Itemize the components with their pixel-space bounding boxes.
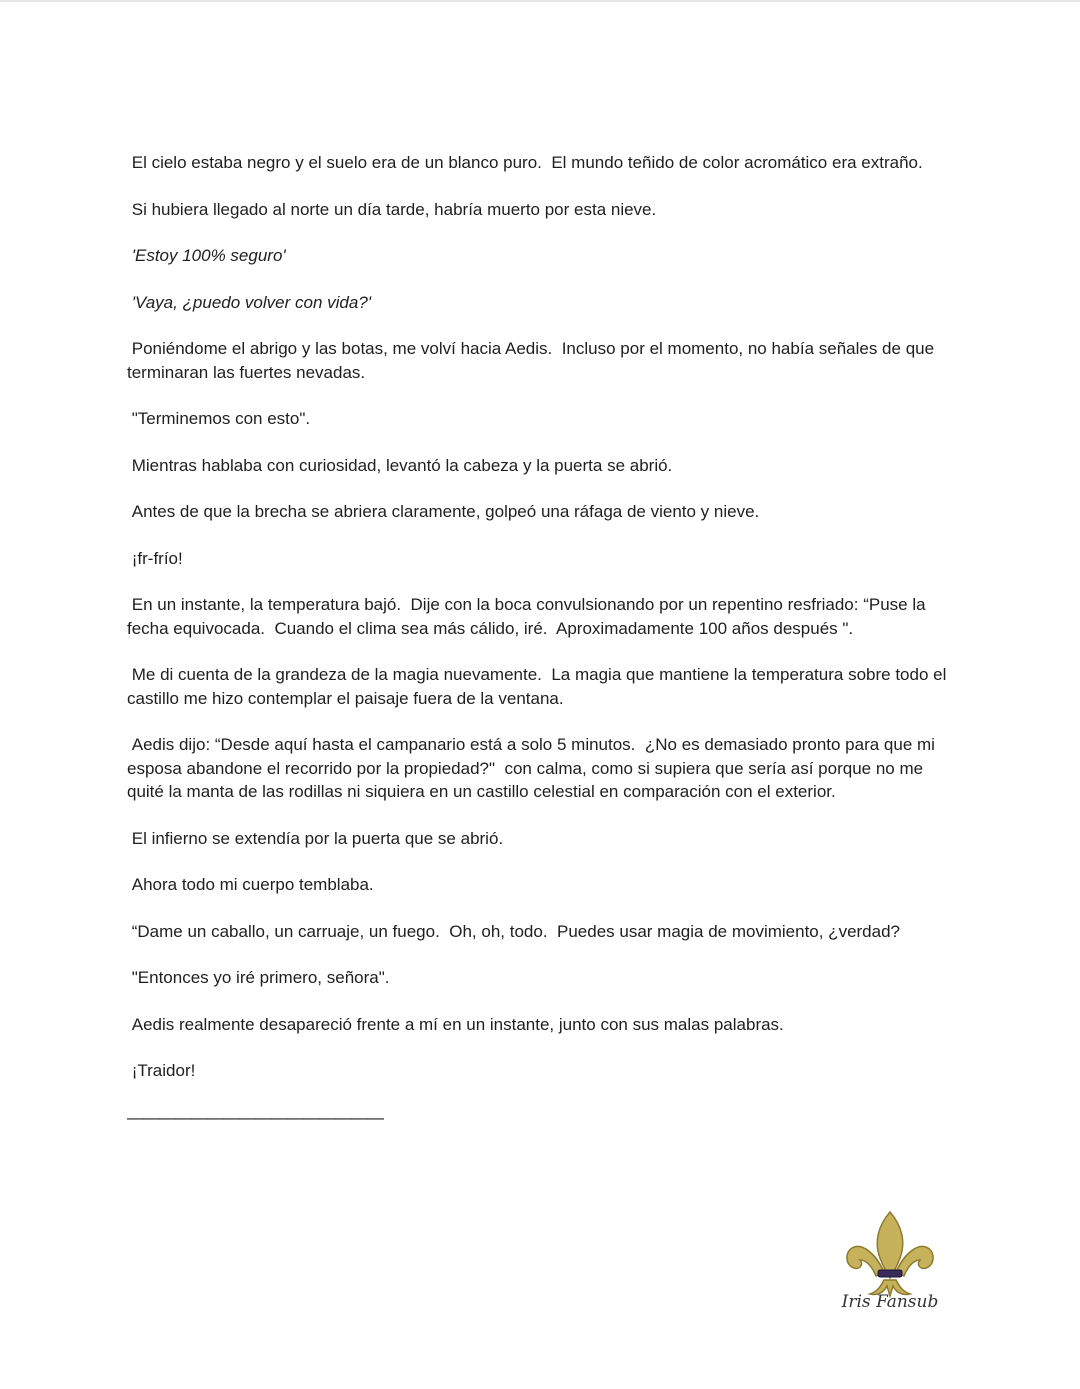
paragraph: 'Vaya, ¿puedo volver con vida?' — [127, 292, 372, 312]
paragraph: Ahora todo mi cuerpo temblaba. — [127, 875, 374, 894]
paragraph: "Entonces yo iré primero, señora". — [127, 968, 390, 987]
watermark-text: Iris Fansub — [841, 1292, 939, 1312]
paragraph: ¡Traidor! — [127, 1061, 196, 1080]
paragraph: Antes de que la brecha se abriera claramente, golpeó una ráfaga de viento y nieve. — [127, 502, 760, 521]
document-body — [127, 151, 957, 1129]
paragraph: Si hubiera llegado al norte un día tarde, habría muerto por esta nieve. — [127, 199, 657, 219]
page-top-border — [0, 0, 1080, 2]
separator-line: ———————————————— — [127, 1107, 383, 1127]
paragraph: ¡fr-frío! — [127, 548, 183, 568]
paragraph: El infierno se extendía por la puerta que se abrió. — [127, 828, 504, 848]
paragraph: “Dame un caballo, un carruaje, un fuego. Oh, oh, todo. Puedes usar magia de movimiento, ¿verdad? — [127, 921, 901, 941]
paragraph: Mientras hablaba con curiosidad, levantó la cabeza y la puerta se abrió. — [127, 455, 673, 475]
paragraph: 'Estoy 100% seguro' — [127, 246, 286, 265]
paragraph: Aedis dijo: “Desde aquí hasta el campanario está a solo 5 minutos. ¿No es demasiado pronto para que mi esposa abandone el recorrido por la propiedad?" con calma, como si supiera que sería así porque no me quité la manta de las rodillas ni siquiera en un castillo celestial en comparación con el exterior. — [127, 735, 940, 801]
paragraph: Poniéndome el abrigo y las botas, me volví hacia Aedis. Incluso por el momento, no había señales de que terminaran las fuertes nevadas. — [127, 339, 939, 382]
paragraph: Me di cuenta de la grandeza de la magia nuevamente. La magia que mantiene la temperatura sobre todo el castillo me hizo contemplar el paisaje fuera de la ventana. — [127, 665, 952, 708]
paragraph: Aedis realmente desapareció frente a mí en un instante, junto con sus malas palabras. — [127, 1014, 784, 1034]
paragraph: El cielo estaba negro y el suelo era de un blanco puro. El mundo teñido de color acromático era extraño. — [127, 153, 923, 172]
paragraph: "Terminemos con esto". — [127, 409, 311, 428]
paragraph-list — [127, 151, 957, 1083]
paragraph: En un instante, la temperatura bajó. Dije con la boca convulsionando por un repentino resfriado: “Puse la fecha equivocada. Cuando el clima sea más cálido, iré. Aproximadamente 100 años después ". — [127, 595, 931, 638]
